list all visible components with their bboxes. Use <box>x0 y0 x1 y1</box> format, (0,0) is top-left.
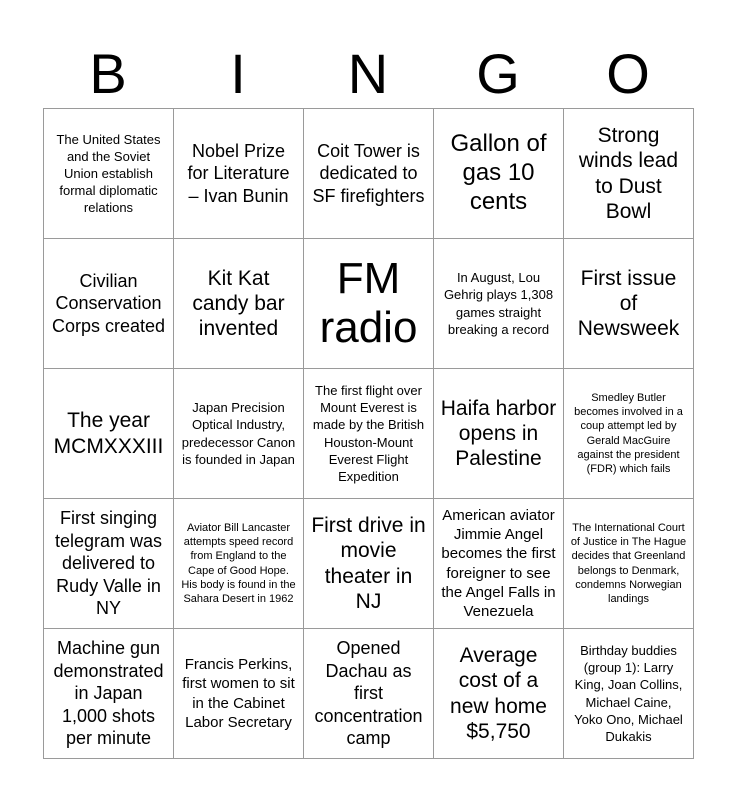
bingo-cell[interactable]: Kit Kat candy bar invented <box>174 239 304 369</box>
bingo-cell[interactable]: Francis Perkins, first women to sit in the Cabinet Labor Secretary <box>174 629 304 759</box>
bingo-cell-free[interactable]: FM radio <box>304 239 434 369</box>
bingo-cell[interactable]: The year MCMXXXIII <box>44 369 174 499</box>
bingo-cell[interactable]: Gallon of gas 10 cents <box>434 109 564 239</box>
bingo-cell[interactable]: Birthday buddies (group 1): Larry King, Joan Collins, Michael Caine, Yoko Ono, Michael Dukakis <box>564 629 694 759</box>
bingo-cell[interactable]: First issue of Newsweek <box>564 239 694 369</box>
bingo-cell[interactable]: Japan Precision Optical Industry, predecessor Canon is founded in Japan <box>174 369 304 499</box>
bingo-cell[interactable]: First singing telegram was delivered to Rudy Valle in NY <box>44 499 174 629</box>
bingo-cell[interactable]: Civilian Conservation Corps created <box>44 239 174 369</box>
bingo-cell[interactable]: The International Court of Justice in The Hague decides that Greenland belongs to Denmark, condemns Norwegian landings <box>564 499 694 629</box>
header-letter-i: I <box>230 42 246 105</box>
bingo-cell[interactable]: In August, Lou Gehrig plays 1,308 games straight breaking a record <box>434 239 564 369</box>
bingo-board <box>43 108 694 759</box>
bingo-cell[interactable]: Coit Tower is dedicated to SF firefighters <box>304 109 434 239</box>
header-letter-o: O <box>606 42 650 105</box>
header-letter-b: B <box>89 42 127 105</box>
bingo-cell[interactable]: Aviator Bill Lancaster attempts speed record from England to the Cape of Good Hope. His body is found in the Sahara Desert in 1962 <box>174 499 304 629</box>
bingo-cell[interactable]: Nobel Prize for Literature – Ivan Bunin <box>174 109 304 239</box>
bingo-header <box>43 40 693 108</box>
bingo-cell[interactable]: Opened Dachau as first concentration camp <box>304 629 434 759</box>
bingo-cell[interactable]: The first flight over Mount Everest is made by the British Houston-Mount Everest Flight Expedition <box>304 369 434 499</box>
header-letter-g: G <box>476 42 520 105</box>
bingo-cell[interactable]: Haifa harbor opens in Palestine <box>434 369 564 499</box>
bingo-cell[interactable]: American aviator Jimmie Angel becomes the first foreigner to see the Angel Falls in Venezuela <box>434 499 564 629</box>
bingo-cell[interactable]: Smedley Butler becomes involved in a coup attempt led by Gerald MacGuire against the president (FDR) which fails <box>564 369 694 499</box>
bingo-cell[interactable]: Average cost of a new home $5,750 <box>434 629 564 759</box>
bingo-cell[interactable]: First drive in movie theater in NJ <box>304 499 434 629</box>
bingo-cell[interactable]: The United States and the Soviet Union establish formal diplomatic relations <box>44 109 174 239</box>
bingo-cell[interactable]: Strong winds lead to Dust Bowl <box>564 109 694 239</box>
header-letter-n: N <box>347 42 389 105</box>
bingo-cell[interactable]: Machine gun demonstrated in Japan 1,000 shots per minute <box>44 629 174 759</box>
